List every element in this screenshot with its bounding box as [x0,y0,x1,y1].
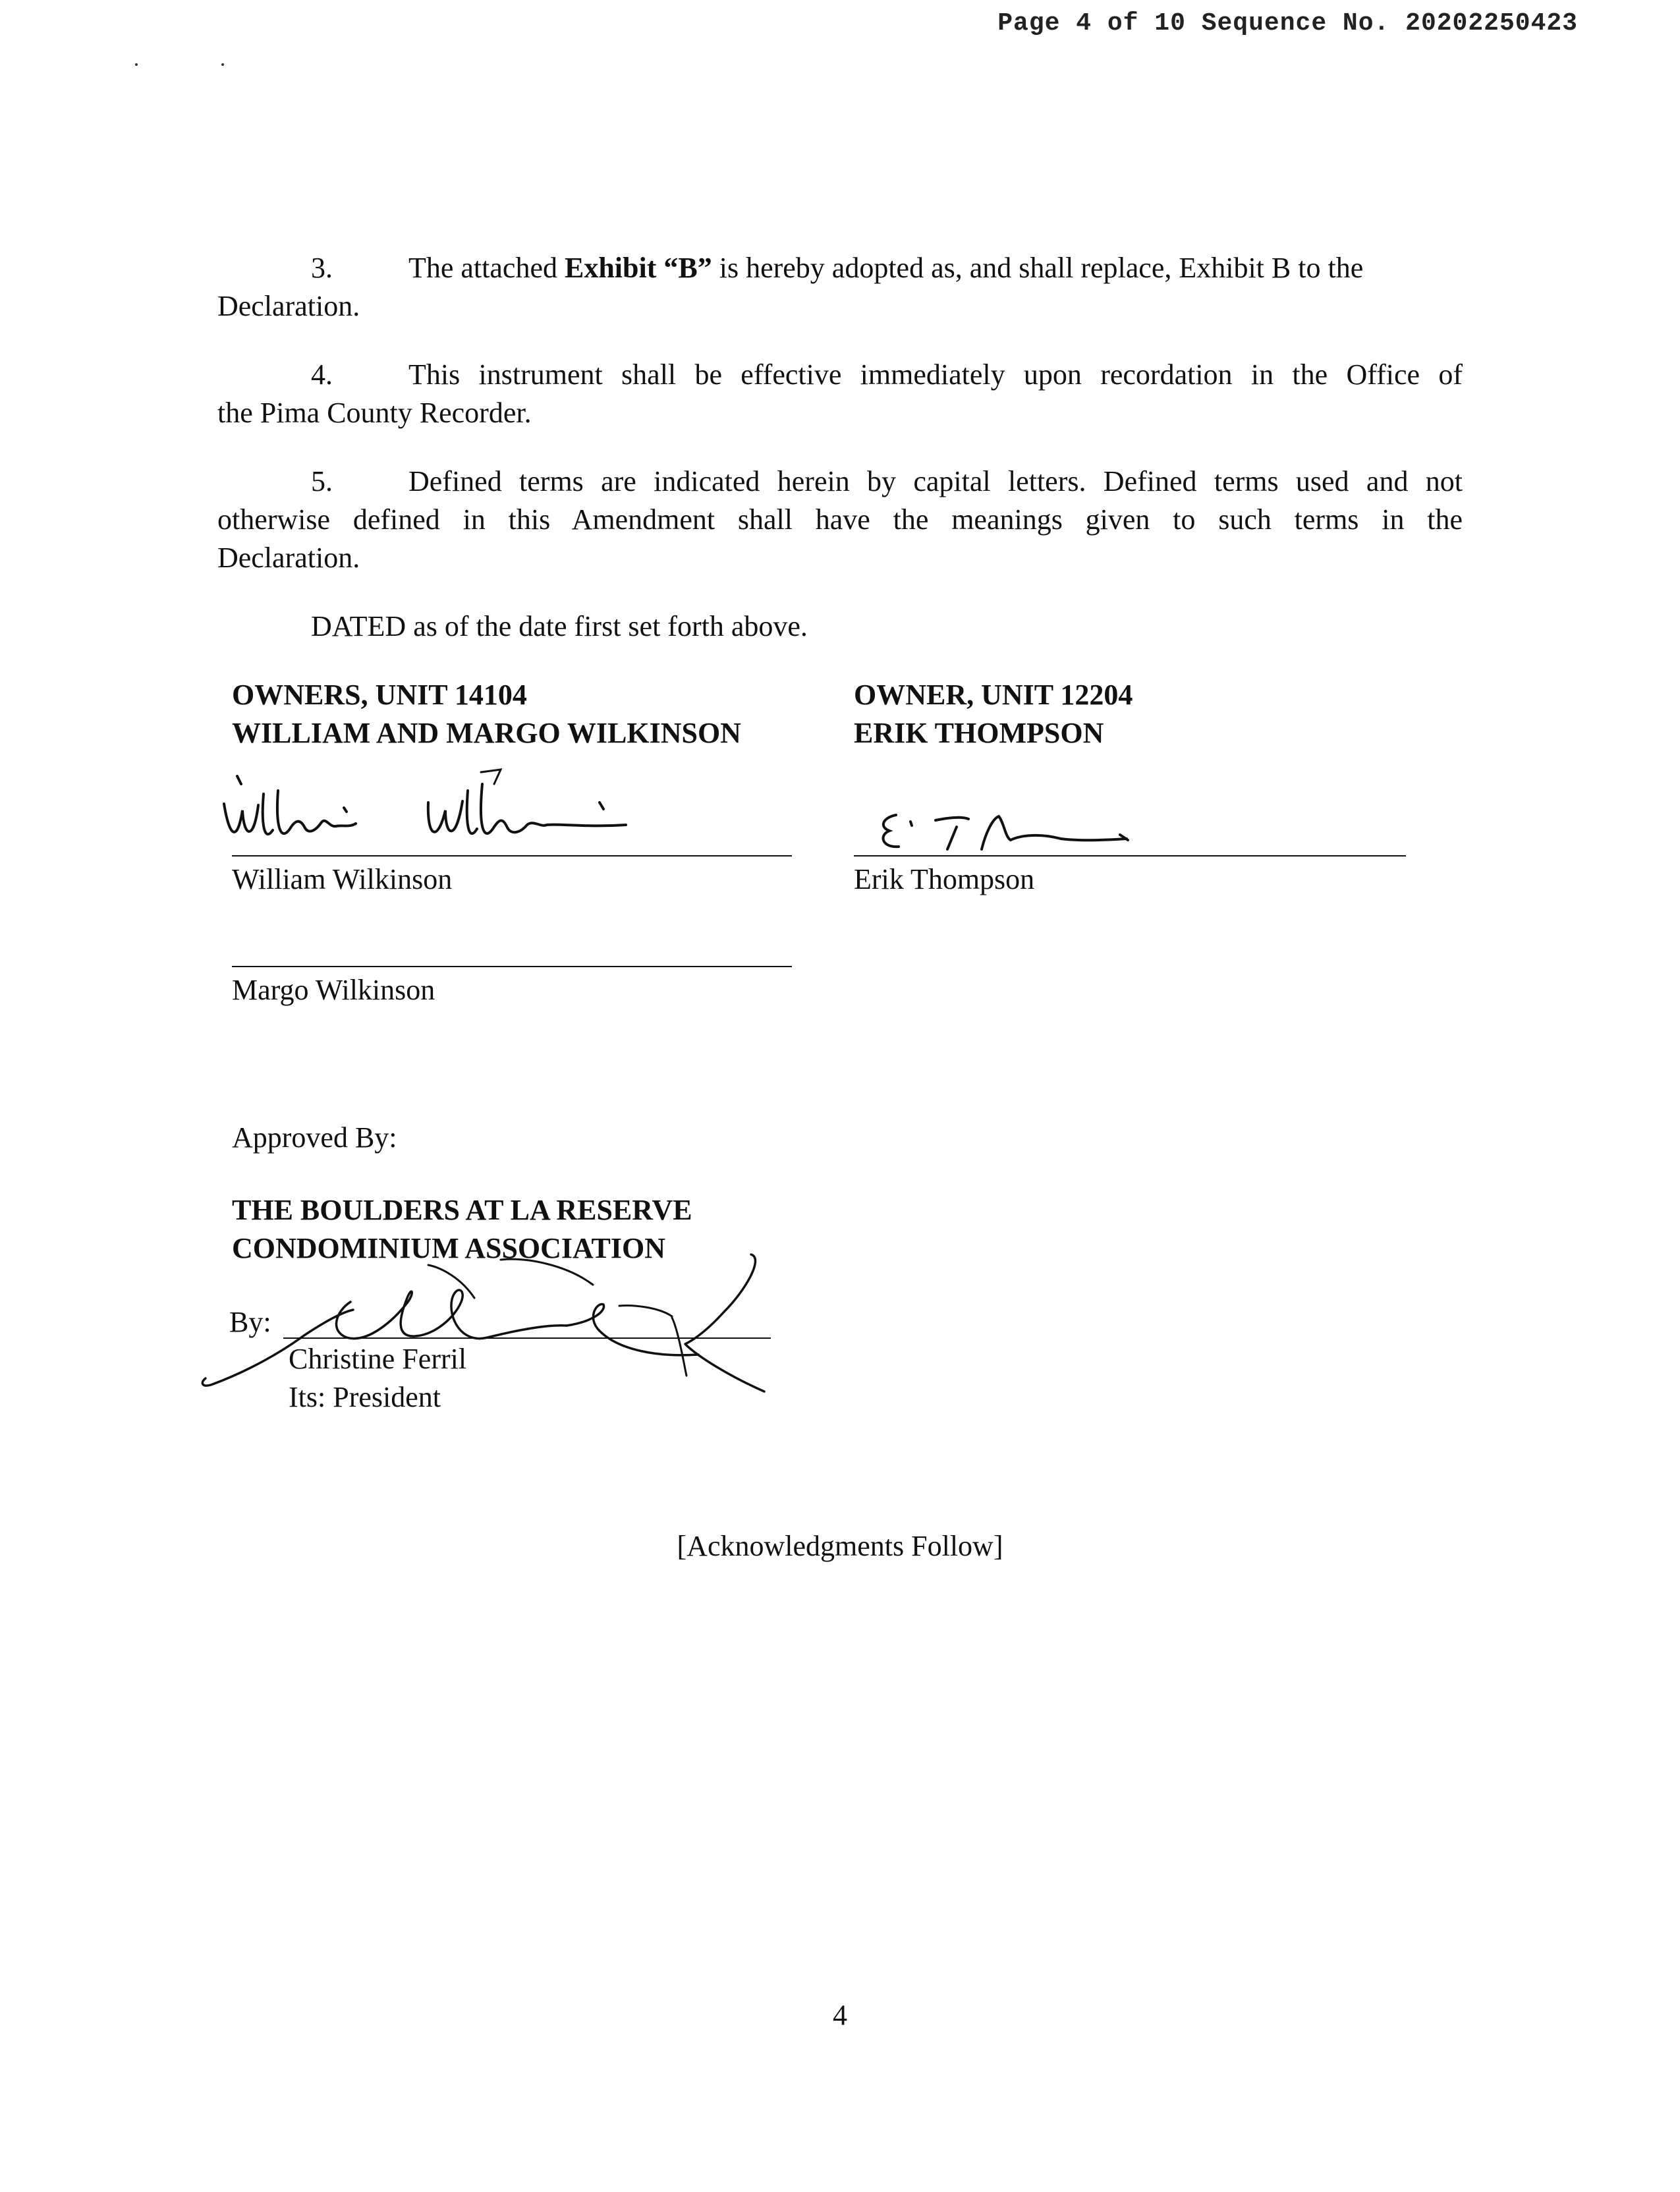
association-signer-title: Its: President [289,1381,441,1413]
william-signature-line [232,855,792,857]
erik-thompson-signature [870,801,1199,860]
exhibit-b-reference: Exhibit “B” [564,252,712,284]
left-heading-names: WILLIAM AND MARGO WILKINSON [232,717,741,749]
paragraph-4-line2: the Pima County Recorder. [217,397,532,429]
page-number: 4 [833,1999,847,2031]
margo-signature-line [232,966,792,967]
paragraph-5-line2: otherwise defined in this Amendment shall have the meanings given to such terms in the [217,503,1463,536]
right-heading-name: ERIK THOMPSON [854,717,1104,749]
acknowledgments-follow: [Acknowledgments Follow] [677,1530,1003,1562]
paragraph-5-line3: Declaration. [217,542,360,574]
dated-line: DATED as of the date first set forth above. [311,610,808,642]
paragraph-3-line1: The attached Exhibit “B” is hereby adopted as, and shall replace, Exhibit B to the [408,252,1364,284]
right-heading-unit: OWNER, UNIT 12204 [854,679,1133,711]
association-name-line2: CONDOMINIUM ASSOCIATION [232,1232,666,1264]
recording-header: Page 4 of 10 Sequence No. 20202250423 [997,9,1578,38]
scan-speck [221,63,224,66]
association-signer-name: Christine Ferril [289,1343,467,1375]
erik-signature-line [854,855,1406,857]
paragraph-3-number: 3. [311,252,333,284]
paragraph-5-line1: Defined terms are indicated herein by capital letters. Defined terms used and not [408,465,1463,497]
scan-speck [135,63,138,66]
left-heading-unit: OWNERS, UNIT 14104 [232,679,527,711]
by-label: By: [229,1306,271,1338]
paragraph-4-number: 4. [311,358,333,391]
paragraph-4-line1: This instrument shall be effective immediately upon recordation in the Office of [408,358,1463,391]
william-wilkinson-signature [217,764,646,857]
paragraph-5-number: 5. [311,465,333,497]
paragraph-3-line2: Declaration. [217,290,360,322]
erik-name-label: Erik Thompson [854,863,1035,895]
margo-name-label: Margo Wilkinson [232,974,435,1006]
christine-ferril-signature [198,1239,791,1397]
william-name-label: William Wilkinson [232,863,453,895]
approved-by-label: Approved By: [232,1121,397,1154]
association-name-line1: THE BOULDERS AT LA RESERVE [232,1194,692,1226]
